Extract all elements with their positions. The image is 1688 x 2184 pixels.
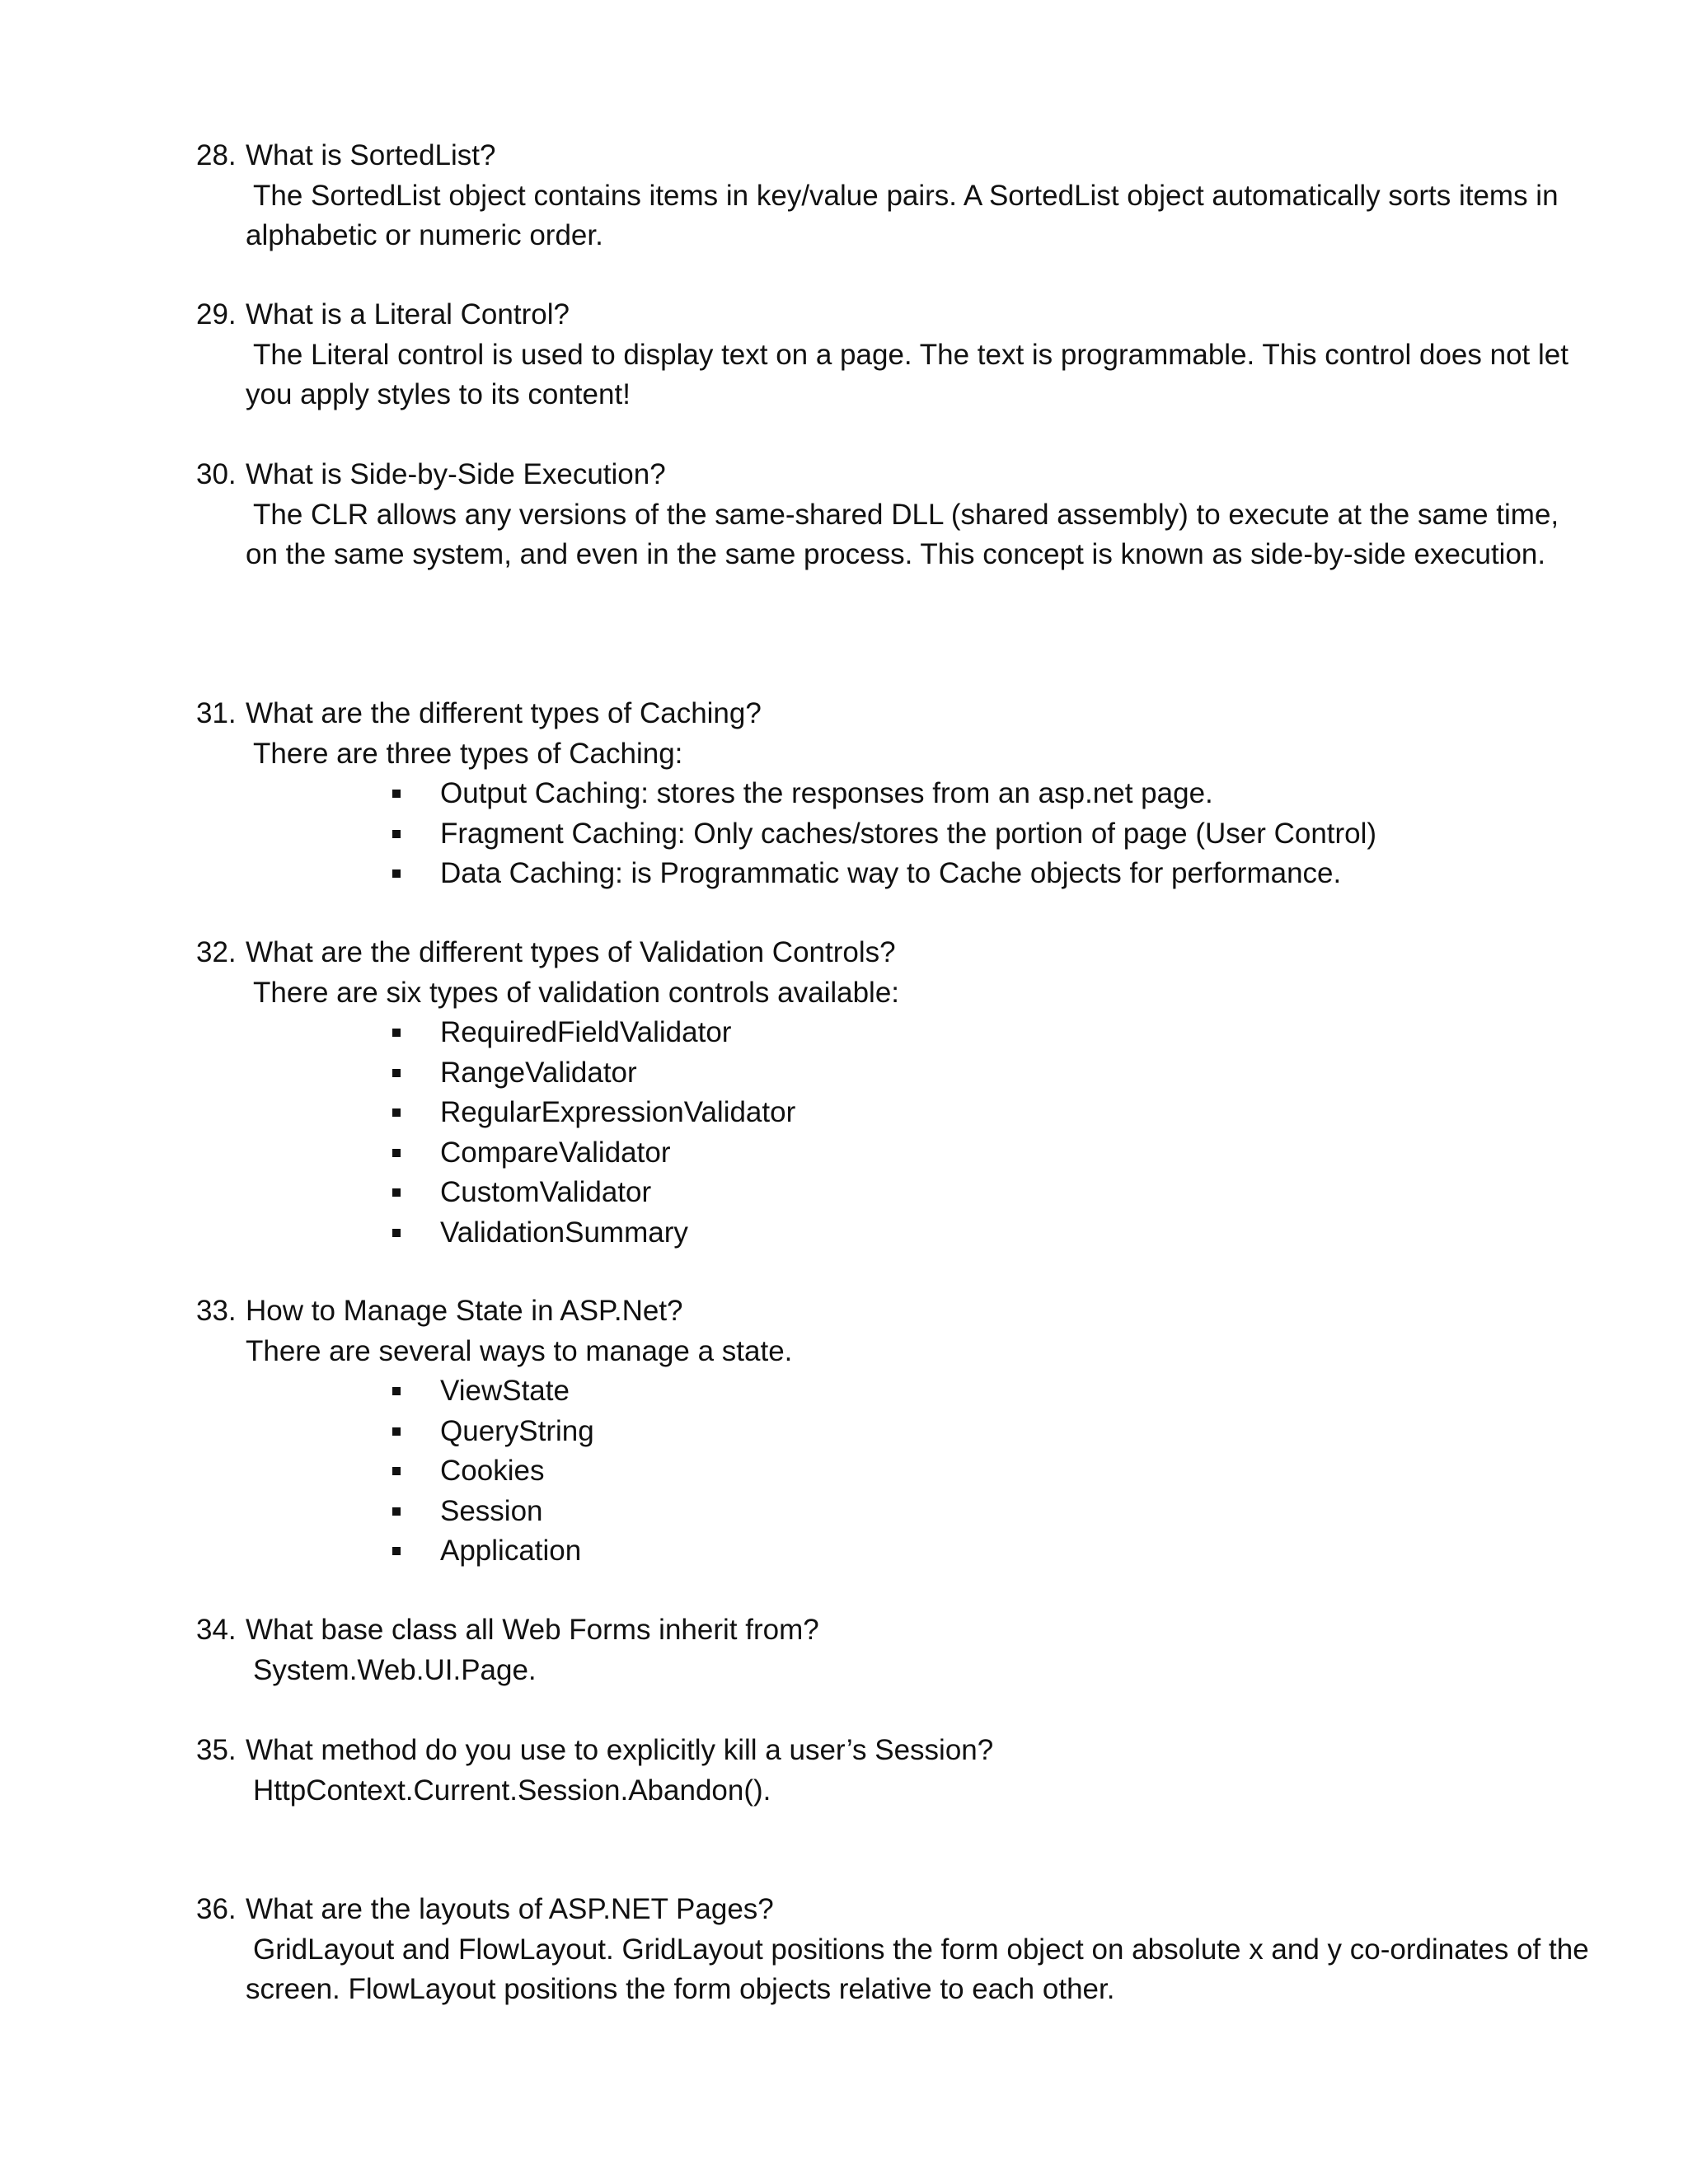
bullet-square-icon — [392, 1229, 401, 1237]
qa-item-31 — [196, 694, 1597, 894]
question-number: 34. — [196, 1614, 237, 1646]
bullet-square-icon — [392, 1108, 401, 1117]
question-29 — [196, 295, 1597, 335]
list-item: Fragment Caching: Only caches/stores the portion of page (User Control) — [392, 814, 1597, 855]
list-item: CompareValidator — [392, 1133, 1597, 1174]
answer-text: The CLR allows any versions of the same-shared DLL (shared assembly) to execute at the same time, on the same system, and even in the same process. This concept is known as side-by-side execution. — [246, 498, 1559, 570]
bullet-square-icon — [392, 1029, 401, 1037]
qa-item-36 — [196, 1890, 1597, 2010]
question-text: What method do you use to explicitly kill a user’s Session? — [246, 1734, 994, 1766]
question-number: 33. — [196, 1295, 237, 1327]
answer-32 — [246, 973, 1597, 1014]
question-number: 31. — [196, 697, 237, 729]
bullet-square-icon — [392, 1467, 401, 1475]
list-item: ViewState — [392, 1371, 1597, 1412]
question-number: 32. — [196, 936, 237, 968]
answer-36 — [246, 1930, 1597, 2010]
list-item: Session — [392, 1492, 1597, 1532]
bullet-square-icon — [392, 790, 401, 798]
list-item: RegularExpressionValidator — [392, 1093, 1597, 1133]
answer-text: System.Web.UI.Page. — [253, 1653, 537, 1686]
question-number: 30. — [196, 458, 237, 490]
answer-text: HttpContext.Current.Session.Abandon(). — [253, 1774, 771, 1807]
question-number: 29. — [196, 298, 237, 330]
bullet-square-icon — [392, 1547, 401, 1555]
answer-text: The Literal control is used to display text on a page. The text is programmable. This control does not let you apply styles to its content! — [246, 338, 1568, 410]
question-text: How to Manage State in ASP.Net? — [246, 1295, 683, 1327]
question-text: What base class all Web Forms inherit from? — [246, 1614, 819, 1646]
answer-30 — [246, 495, 1597, 575]
question-text: What is SortedList? — [246, 139, 496, 171]
list-item: RangeValidator — [392, 1053, 1597, 1094]
bullet-list-31 — [392, 774, 1597, 894]
question-number: 35. — [196, 1734, 237, 1766]
answer-text: GridLayout and FlowLayout. GridLayout positions the form object on absolute x and y co-ordinates of the screen. FlowLayout positions the form objects relative to each other. — [246, 1933, 1589, 2005]
list-item: Output Caching: stores the responses from an asp.net page. — [392, 774, 1597, 814]
qa-item-30 — [196, 455, 1597, 575]
list-item: Cookies — [392, 1451, 1597, 1492]
list-item: Data Caching: is Programmatic way to Cache objects for performance. — [392, 854, 1597, 894]
question-30 — [196, 455, 1597, 495]
question-32 — [196, 933, 1597, 973]
list-item: CustomValidator — [392, 1173, 1597, 1213]
question-31 — [196, 694, 1597, 734]
question-text: What are the different types of Validation Controls? — [246, 936, 896, 968]
question-number: 28. — [196, 139, 237, 171]
answer-31 — [246, 734, 1597, 775]
answer-text: There are several ways to manage a state. — [246, 1334, 793, 1367]
bullet-square-icon — [392, 1188, 401, 1197]
bullet-square-icon — [392, 1427, 401, 1436]
bullet-list-32 — [392, 1013, 1597, 1253]
question-36 — [196, 1890, 1597, 1930]
bullet-square-icon — [392, 830, 401, 838]
answer-35 — [246, 1771, 1597, 1811]
qa-item-32 — [196, 933, 1597, 1253]
question-28 — [196, 136, 1597, 176]
question-text: What is a Literal Control? — [246, 298, 570, 330]
answer-text: There are three types of Caching: — [253, 737, 683, 770]
question-34 — [196, 1610, 1597, 1651]
list-item: ValidationSummary — [392, 1213, 1597, 1254]
list-item: QueryString — [392, 1412, 1597, 1452]
qa-item-29 — [196, 295, 1597, 415]
question-35 — [196, 1731, 1597, 1771]
qa-item-28 — [196, 136, 1597, 256]
answer-28 — [246, 176, 1597, 256]
bullet-list-33 — [392, 1371, 1597, 1572]
answer-29 — [246, 335, 1597, 415]
question-text: What is Side-by-Side Execution? — [246, 458, 666, 490]
question-text: What are the different types of Caching? — [246, 697, 762, 729]
question-33 — [196, 1291, 1597, 1332]
question-number: 36. — [196, 1893, 237, 1925]
list-item: RequiredFieldValidator — [392, 1013, 1597, 1053]
answer-text: There are six types of validation controls available: — [253, 976, 900, 1009]
bullet-square-icon — [392, 869, 401, 878]
qa-item-35 — [196, 1731, 1597, 1811]
bullet-square-icon — [392, 1069, 401, 1077]
answer-33 — [246, 1332, 1597, 1372]
bullet-square-icon — [392, 1149, 401, 1157]
answer-text: The SortedList object contains items in key/value pairs. A SortedList object automatically sorts items in alphabetic or numeric order. — [246, 179, 1559, 251]
answer-34 — [246, 1651, 1597, 1691]
question-text: What are the layouts of ASP.NET Pages? — [246, 1893, 774, 1925]
bullet-square-icon — [392, 1507, 401, 1516]
bullet-square-icon — [392, 1387, 401, 1395]
qa-item-34 — [196, 1610, 1597, 1690]
list-item: Application — [392, 1531, 1597, 1572]
qa-item-33 — [196, 1291, 1597, 1572]
